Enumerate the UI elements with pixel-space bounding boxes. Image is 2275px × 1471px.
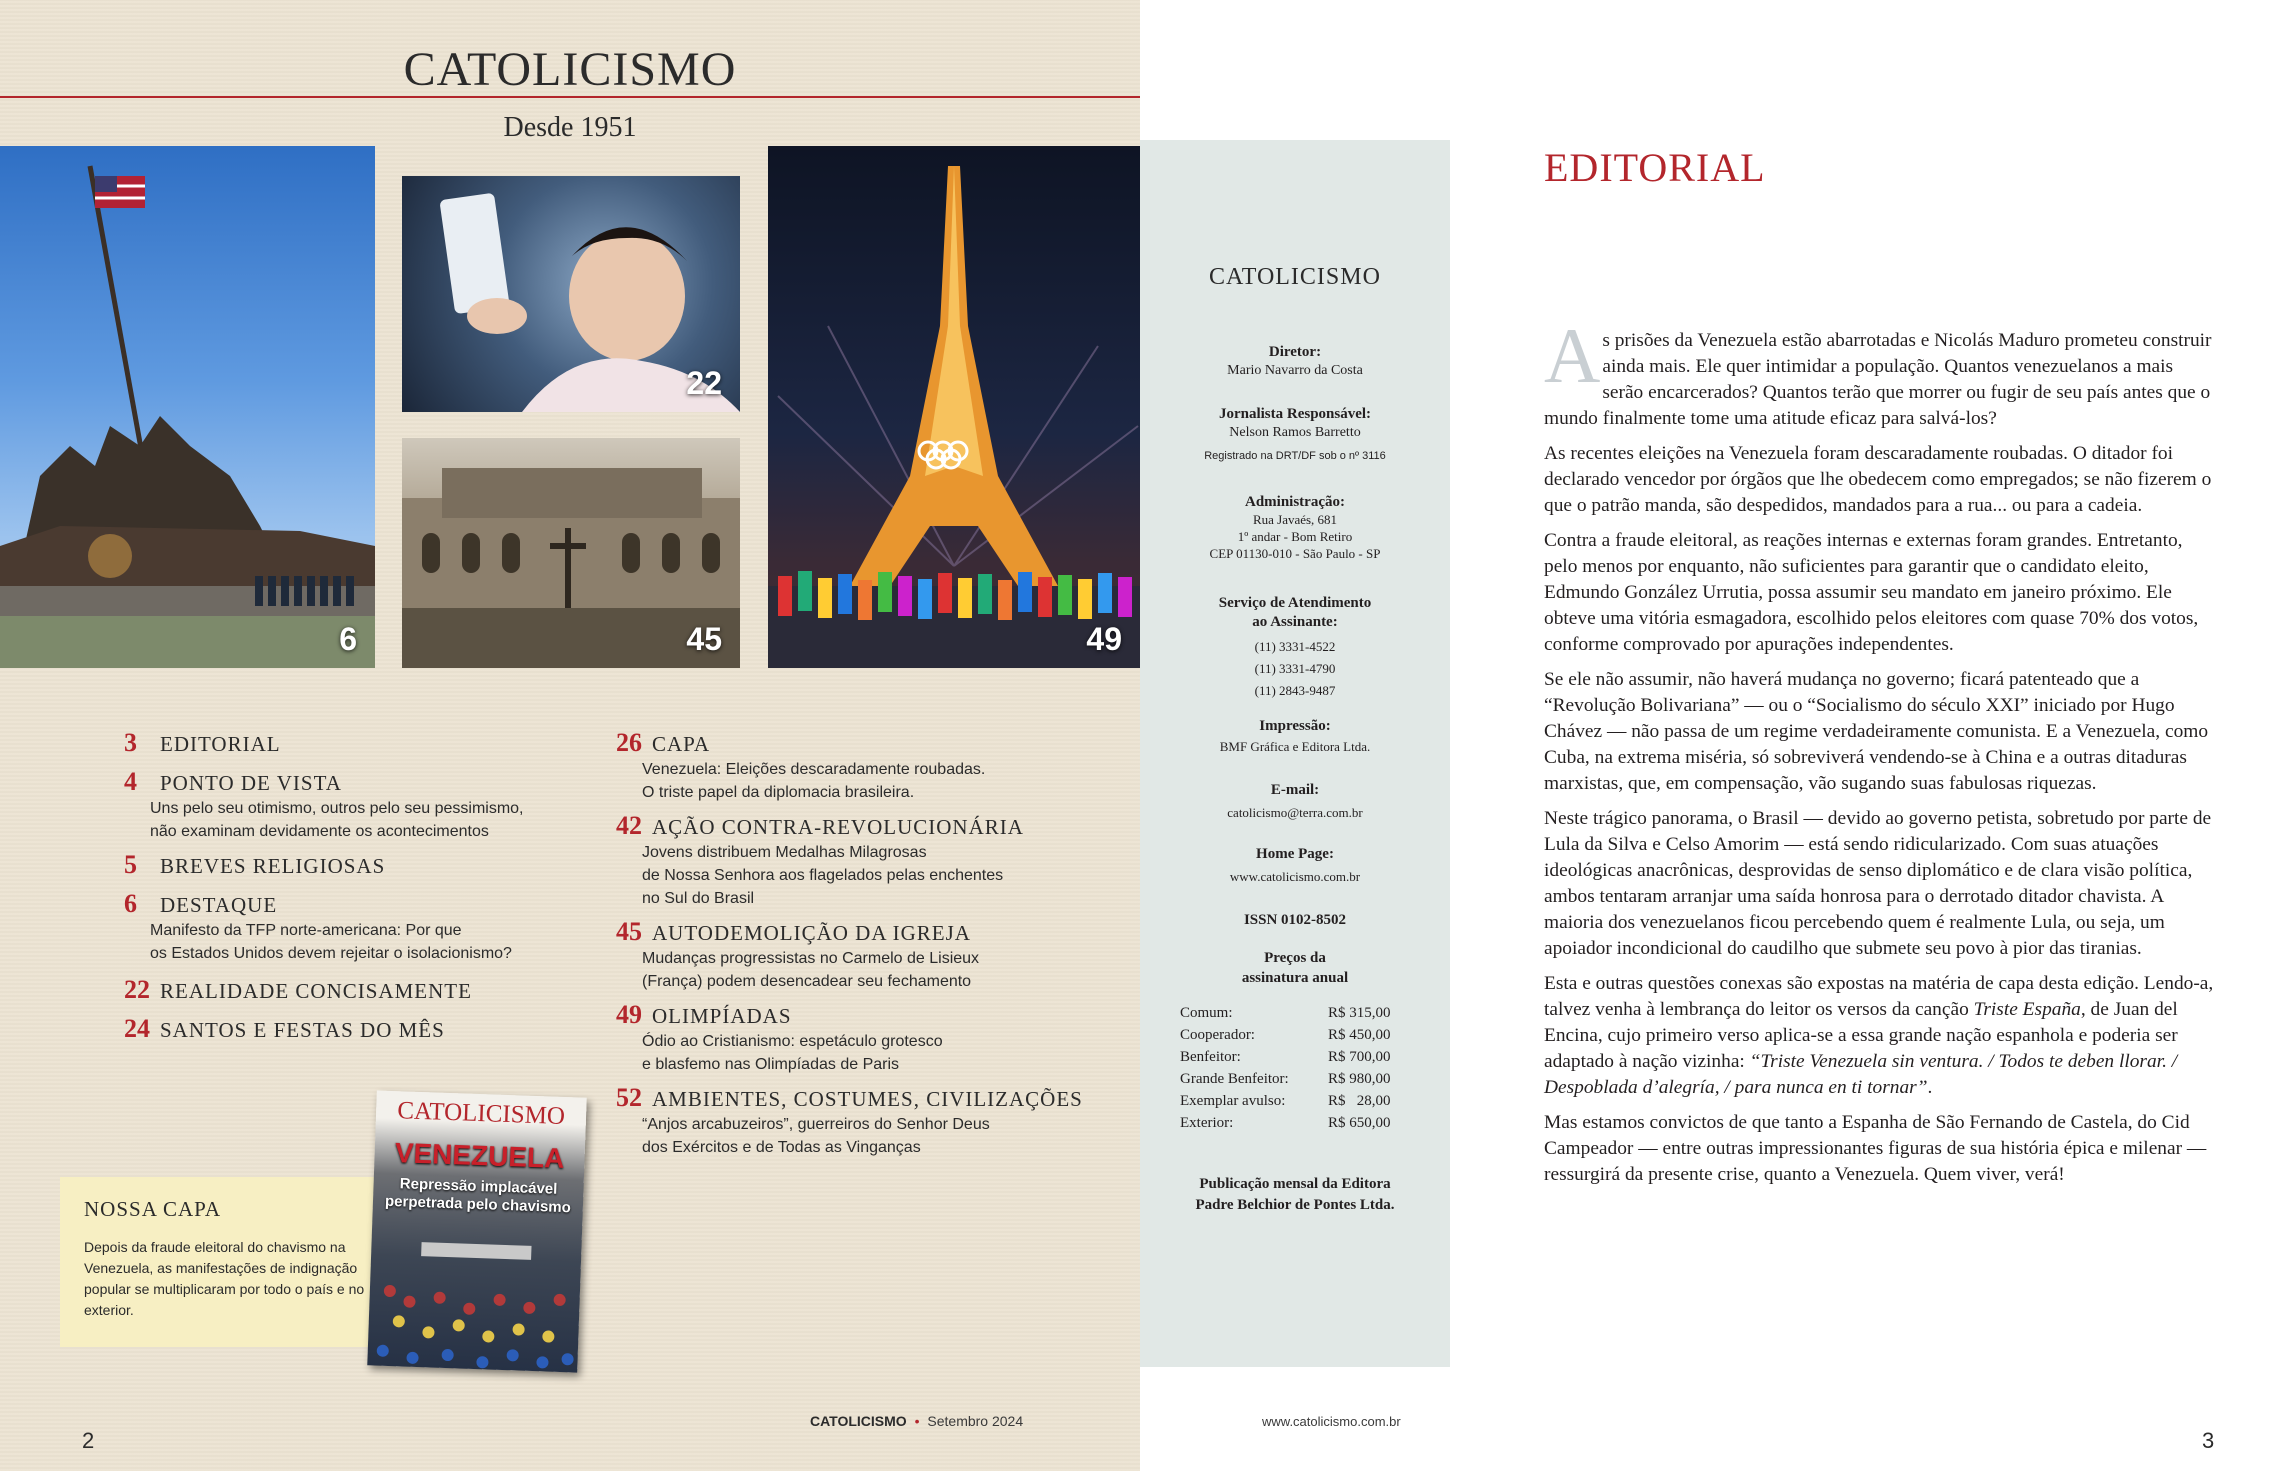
price-row (1180, 1068, 1420, 1090)
servico-phones: (11) 3331-4522 (11) 3331-4790 (11) 2843-9487 (1254, 639, 1336, 698)
price-value: R$ 315,00 (1328, 1005, 1391, 1021)
impressao-label: Impressão: (1259, 718, 1331, 734)
toc-entry-ponto-de-vista[interactable] (124, 767, 524, 843)
price-value: R$ 650,00 (1328, 1115, 1391, 1131)
cover-crowd-illustration (367, 1090, 586, 1372)
cover-headline: VENEZUELA (394, 1137, 565, 1174)
price-row (1180, 1024, 1420, 1046)
administracao-address: Rua Javaés, 681 1º andar - Bom Retiro CEP 01130-010 - São Paulo - SP (1209, 512, 1381, 561)
cover-thumbnail[interactable] (367, 1090, 586, 1372)
page-number-right: 3 (2202, 1428, 2215, 1453)
photo-iwo-jima[interactable] (0, 146, 375, 668)
price-value: R$ 28,00 (1328, 1093, 1391, 1109)
eiffel-illustration (768, 146, 1140, 668)
toc-description: Venezuela: Eleições descaradamente roubadas. O triste papel da diplomacia brasileira. (642, 761, 986, 801)
editorial-body (1544, 312, 2216, 1197)
paragraph-text: , de Juan del Encina, cujo primeiro verso aplica-se a essa grande nação espanhola e poderia ser adaptado à nação vizinha: (1544, 999, 2178, 1072)
issn: ISSN 0102-8502 (1243, 912, 1347, 928)
toc-page-number: 24 (124, 1014, 150, 1043)
song-quote: “Triste Venezuela sin ventura. / Todos te deben llorar. / Despoblada d’alegría, / para nunca en ti tornar” (1544, 1051, 2178, 1098)
registro-text: Registrado na DRT/DF sob o nº 3116 (1204, 450, 1386, 462)
photo-child-phone[interactable] (402, 176, 740, 412)
masthead-servico (1140, 594, 1450, 702)
toc-entry-ambientes-costumes[interactable] (616, 1083, 1083, 1159)
toc-entry-realidade-concisamente[interactable] (124, 975, 472, 1005)
footer-date: Setembro 2024 (927, 1413, 1024, 1429)
cover-logo: CATOLICISMO (396, 1097, 566, 1130)
masthead-diretor (1140, 344, 1450, 380)
toc-page-number: 26 (616, 728, 642, 757)
toc-description: Jovens distribuem Medalhas Milagrosas de Nossa Senhora aos flagelados pelas enchentes no Sul do Brasil (642, 844, 1004, 907)
toc-title: CAPA (652, 732, 711, 756)
toc-description: Mudanças progressistas no Carmelo de Lisieux (França) podem desencadear seu fechamento (642, 950, 980, 990)
editorial-paragraph (1544, 312, 2216, 432)
jornalista-label: Jornalista Responsável: (1218, 406, 1372, 422)
price-value: R$ 700,00 (1328, 1049, 1391, 1065)
photo-carmel-lisieux[interactable] (402, 438, 740, 668)
price-label: Benfeitor: (1180, 1049, 1241, 1065)
toc-page-number: 6 (124, 889, 137, 918)
toc-page-number: 5 (124, 850, 137, 879)
toc-title: DESTAQUE (160, 893, 278, 917)
photo-page-number: 49 (1086, 621, 1122, 657)
price-value: R$ 980,00 (1328, 1071, 1391, 1087)
price-label: Exterior: (1180, 1115, 1234, 1131)
servico-label: Serviço de Atendimento ao Assinante: (1218, 595, 1372, 630)
editorial-paragraph: Se ele não assumir, não haverá mudança no governo; ficará patenteado que a “Revolução Bolivariana” — ou o “Socialismo do século XXI” iniciado por Hugo Chávez — não passa de um regime verdadeiramente comunista. E a Venezuela, como Cuba, na extrema miséria, só sobreviverá vendendo-se à China e a outras ditaduras marxistas, que, em compensação, vão sugando suas fabulosas riquezas. (1544, 669, 2209, 794)
toc-page-number: 4 (124, 767, 137, 796)
masthead-title: CATOLICISMO (1209, 264, 1381, 290)
drop-cap: A (1544, 312, 1601, 399)
toc-entry-olimpiadas[interactable] (616, 1000, 943, 1076)
photo-eiffel-tower[interactable] (768, 146, 1140, 668)
masthead-administracao (1140, 494, 1450, 562)
iwo-jima-illustration (0, 146, 375, 668)
footer-brand-line (810, 1413, 1023, 1429)
photo-page-number: 22 (686, 365, 722, 401)
administracao-label: Administração: (1245, 494, 1345, 510)
editorial-paragraph (1544, 971, 2216, 1101)
toc-title: AÇÃO CONTRA-REVOLUCIONÁRIA (652, 815, 1024, 839)
jornalista-name: Nelson Ramos Barretto (1229, 425, 1361, 440)
toc-title: AMBIENTES, COSTUMES, CIVILIZAÇÕES (652, 1087, 1083, 1111)
nossa-capa-heading: NOSSA CAPA (84, 1197, 222, 1221)
footer-bullet: • (914, 1413, 920, 1429)
price-row (1180, 1046, 1420, 1068)
price-row (1180, 1002, 1420, 1024)
toc-title: BREVES RELIGIOSAS (160, 854, 386, 878)
toc-entry-capa[interactable] (616, 728, 985, 804)
price-label: Grande Benfeitor: (1180, 1071, 1289, 1087)
toc-entry-destaque[interactable] (124, 889, 512, 965)
page-number-left: 2 (82, 1428, 95, 1453)
song-title: Triste España (1973, 999, 2081, 1020)
toc-title: PONTO DE VISTA (160, 771, 342, 795)
masthead-impressao (1140, 718, 1450, 756)
email-value[interactable]: catolicismo@terra.com.br (1227, 805, 1363, 820)
price-label: Cooperador: (1180, 1027, 1255, 1043)
toc-page-number: 49 (616, 1000, 642, 1029)
toc-entry-santos-e-festas[interactable] (124, 1014, 445, 1044)
masthead-email (1140, 782, 1450, 822)
editorial-paragraph: Neste trágico panorama, o Brasil — devido ao governo petista, sobretudo por parte de Lula da Silva e Celso Amorim — está sendo ridicularizado. Com suas atuações ideológicas anacrônicas, desprovidas de senso diplomático e de clara visão política, ambos tentaram arranjar uma saída honrosa para o derrotado ditador chavista. A maioria dos venezuelanos ficou percebendo quem é realmente Lula, ou seja, um apoiador incondicional do caudilho que submete seu povo à pior das tiranias. (1544, 808, 2212, 959)
paragraph-text: . (1927, 1077, 1933, 1098)
toc-page-number: 45 (616, 917, 642, 946)
toc-page-number: 3 (124, 728, 137, 757)
editorial-paragraph: As recentes eleições na Venezuela foram descaradamente roubadas. O ditador foi declarado vencedor por órgãos que lhe obedecem como empregados; se não fizerem o que o patrão manda, são despedidos, mandados para a rua... ou para a cadeia. (1544, 443, 2212, 516)
toc-description: Uns pelo seu otimismo, outros pelo seu pessimismo, não examinam devidamente os acontecimentos (150, 800, 524, 840)
toc-title: OLIMPÍADAS (652, 1004, 792, 1028)
impressao-value: BMF Gráfica e Editora Ltda. (1219, 739, 1371, 754)
toc-title: EDITORIAL (160, 732, 281, 756)
precos-label: Preços da assinatura anual (1241, 950, 1349, 986)
masthead-column (1140, 140, 1450, 1367)
editorial-paragraph: Mas estamos convictos de que tanto a Espanha de São Fernando de Castela, do Cid Campeador — entre outras impressionantes figuras de sua história épica e milenar — ressurgirá da presente crise, quanto a Venezuela. Quem viver, verá! (1544, 1112, 2207, 1185)
nossa-capa-text: Depois da fraude eleitoral do chavismo na Venezuela, as manifestações de indignação popular se multiplicaram por todo o país e no exterior. (84, 1239, 365, 1318)
nossa-capa-box (60, 1177, 380, 1347)
magazine-subtitle: Desde 1951 (503, 112, 637, 143)
toc-entry-breves-religiosas[interactable] (124, 850, 385, 880)
diretor-label: Diretor: (1268, 344, 1322, 360)
paragraph-text: s prisões da Venezuela estão abarrotadas e Nicolás Maduro prometeu construir ainda mais. Ele quer intimidar a população. Quantos venezuelanos a mais serão encarcerados? Quantos terão que morrer ou fugir de seu país antes que o mundo finalmente tome uma atitude eficaz para salvá-los? (1544, 330, 2212, 429)
homepage-label: Home Page: (1256, 846, 1334, 862)
magazine-title: CATOLICISMO (403, 43, 737, 96)
header-red-rule (0, 96, 1140, 98)
cover-subhead: Repressão implacável perpetrada pelo chavismo (384, 1175, 572, 1217)
toc-page-number: 52 (616, 1083, 642, 1112)
price-value: R$ 450,00 (1328, 1027, 1391, 1043)
homepage-value[interactable]: www.catolicismo.com.br (1229, 869, 1361, 884)
masthead-homepage (1140, 846, 1450, 886)
toc-description: Ódio ao Cristianismo: espetáculo grotesco e blasfemo nas Olimpíadas de Paris (642, 1033, 943, 1073)
price-label: Comum: (1180, 1005, 1233, 1021)
toc-page-number: 22 (124, 975, 150, 1004)
diretor-name: Mario Navarro da Costa (1227, 363, 1363, 378)
toc-description: “Anjos arcabuzeiros”, guerreiros do Senhor Deus dos Exércitos e de Todas as Vinganças (642, 1116, 990, 1156)
toc-entry-acao-contra-revolucionaria[interactable] (616, 811, 1024, 910)
toc-description: Manifesto da TFP norte-americana: Por que os Estados Unidos devem rejeitar o isolacionismo? (150, 922, 512, 962)
photo-page-number: 45 (686, 621, 722, 657)
footer-brand: CATOLICISMO (810, 1413, 907, 1429)
email-label: E-mail: (1270, 782, 1320, 798)
price-table (1180, 1002, 1420, 1134)
publisher-text: Publicação mensal da Editora Padre Belchior de Pontes Ltda. (1195, 1176, 1395, 1213)
photo-page-number: 6 (339, 621, 357, 657)
toc-entry-autodemolicao-da-igreja[interactable] (616, 917, 979, 993)
editorial-heading: EDITORIAL (1544, 145, 1766, 190)
toc-entry-editorial[interactable] (124, 728, 281, 758)
price-row (1180, 1090, 1420, 1112)
toc-page-number: 42 (616, 811, 642, 840)
toc-title: REALIDADE CONCISAMENTE (160, 979, 472, 1003)
toc-title: SANTOS E FESTAS DO MÊS (160, 1018, 445, 1042)
masthead-jornalista (1140, 406, 1450, 462)
paragraph-text: Esta e outras questões conexas são expostas na matéria de capa desta edição. Lendo-a, talvez venha à lembrança do leitor os versos da canção (1544, 973, 2214, 1020)
price-row (1180, 1112, 1420, 1134)
price-label: Exemplar avulso: (1180, 1093, 1286, 1109)
footer-url[interactable]: www.catolicismo.com.br (1262, 1414, 1401, 1429)
toc-title: AUTODEMOLIÇÃO DA IGREJA (652, 921, 971, 945)
editorial-paragraph: Contra a fraude eleitoral, as reações internas e externas foram grandes. Entretanto, pelo menos por enquanto, não suficientes para garantir que o candidato eleito, Edmundo González Urrutia, possa assumir seu mandato em janeiro próximo. Ele obteve uma vitória esmagadora, escolhido pelos eleitores com quase 70% dos votos, conforme comprovado por apurações independentes. (1544, 530, 2199, 655)
